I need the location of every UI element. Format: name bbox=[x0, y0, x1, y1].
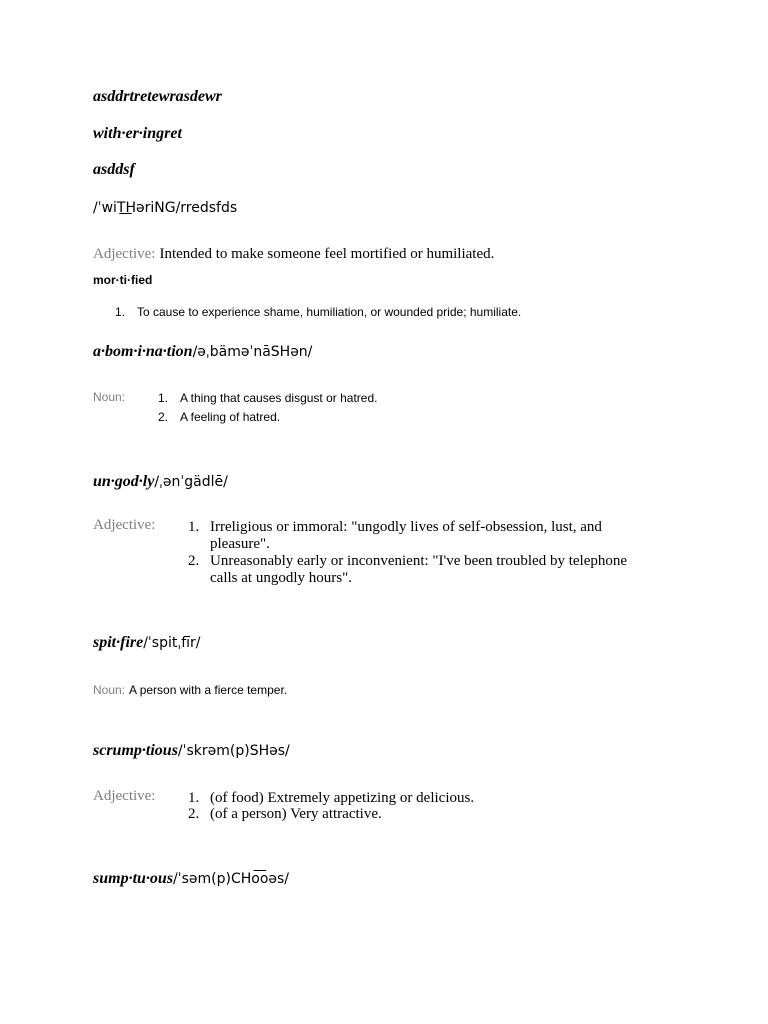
entry-ungodly-headword bbox=[93, 473, 228, 491]
entry-sumptuous-headword bbox=[93, 870, 289, 888]
heading-line-2: with·er·ingret bbox=[93, 125, 182, 142]
part-of-speech: Adjective: bbox=[93, 788, 156, 804]
list-text: To cause to experience shame, humiliation, or wounded pride; humiliate. bbox=[137, 305, 522, 319]
definition: Intended to make someone feel mortified or humiliated. bbox=[159, 246, 495, 262]
heading-line-3: asddsf bbox=[93, 161, 135, 178]
list-number: 1. bbox=[158, 391, 169, 405]
list-text: Irreligious or immoral: "ungodly lives of self-obsession, lust, and pleasure". bbox=[210, 519, 602, 552]
headword: scrump·tious bbox=[93, 742, 178, 759]
headword: spit·fire bbox=[93, 634, 144, 651]
list-text: (of a person) Very attractive. bbox=[210, 806, 382, 822]
pronunciation: /ˈskrəm(p)SHəs/ bbox=[177, 743, 290, 759]
part-of-speech: Adjective: bbox=[93, 517, 156, 533]
entry-spitfire-headword bbox=[93, 634, 200, 652]
headword: a·bom·i·na·tion bbox=[93, 343, 193, 360]
pronunciation: /ˈspitˌfīr/ bbox=[143, 635, 201, 651]
entry-abomination-headword bbox=[93, 343, 312, 361]
headword: sump·tu·ous bbox=[93, 870, 174, 887]
list-number: 1. bbox=[188, 790, 200, 806]
list-text: (of food) Extremely appetizing or delicious. bbox=[210, 790, 475, 806]
pronunciation: /ˈsəm(p)CHo͞oəs/ bbox=[173, 871, 290, 887]
mortified-word: mor·ti·fied bbox=[93, 273, 153, 287]
list-text: Unreasonably early or inconvenient: "I've been troubled by telephone calls at ungodly hours". bbox=[210, 553, 628, 586]
list-item bbox=[115, 305, 521, 319]
list-item bbox=[188, 806, 382, 823]
part-of-speech: Adjective: bbox=[93, 246, 156, 262]
list-item bbox=[158, 410, 280, 424]
pronunciation: /əˌbäməˈnāSHən/ bbox=[192, 344, 313, 360]
pronunciation-line: /ˈwiT͟HəriNG/rredsfds bbox=[93, 200, 238, 216]
list-item bbox=[158, 391, 377, 405]
list-item bbox=[188, 553, 648, 587]
definition: A person with a fierce temper. bbox=[129, 683, 288, 697]
part-of-speech: Noun: bbox=[93, 390, 126, 404]
entry-withering bbox=[93, 245, 494, 263]
entry-scrumptious-headword bbox=[93, 742, 290, 760]
pronunciation: /ˌənˈgädlē/ bbox=[154, 474, 228, 490]
list-number: 2. bbox=[158, 410, 169, 424]
list-text: A feeling of hatred. bbox=[180, 410, 281, 424]
headword: un·god·ly bbox=[93, 473, 155, 490]
list-number: 2. bbox=[188, 806, 200, 822]
entry-spitfire-definition bbox=[93, 681, 287, 699]
list-number: 1. bbox=[115, 305, 126, 319]
heading-line-1: asddrtretewrasdewr bbox=[93, 88, 222, 105]
list-item bbox=[188, 519, 648, 553]
list-text: A thing that causes disgust or hatred. bbox=[180, 391, 378, 405]
list-number: 1. bbox=[188, 519, 200, 535]
list-number: 2. bbox=[188, 553, 200, 569]
part-of-speech: Noun: bbox=[93, 683, 126, 697]
list-item bbox=[188, 790, 474, 807]
